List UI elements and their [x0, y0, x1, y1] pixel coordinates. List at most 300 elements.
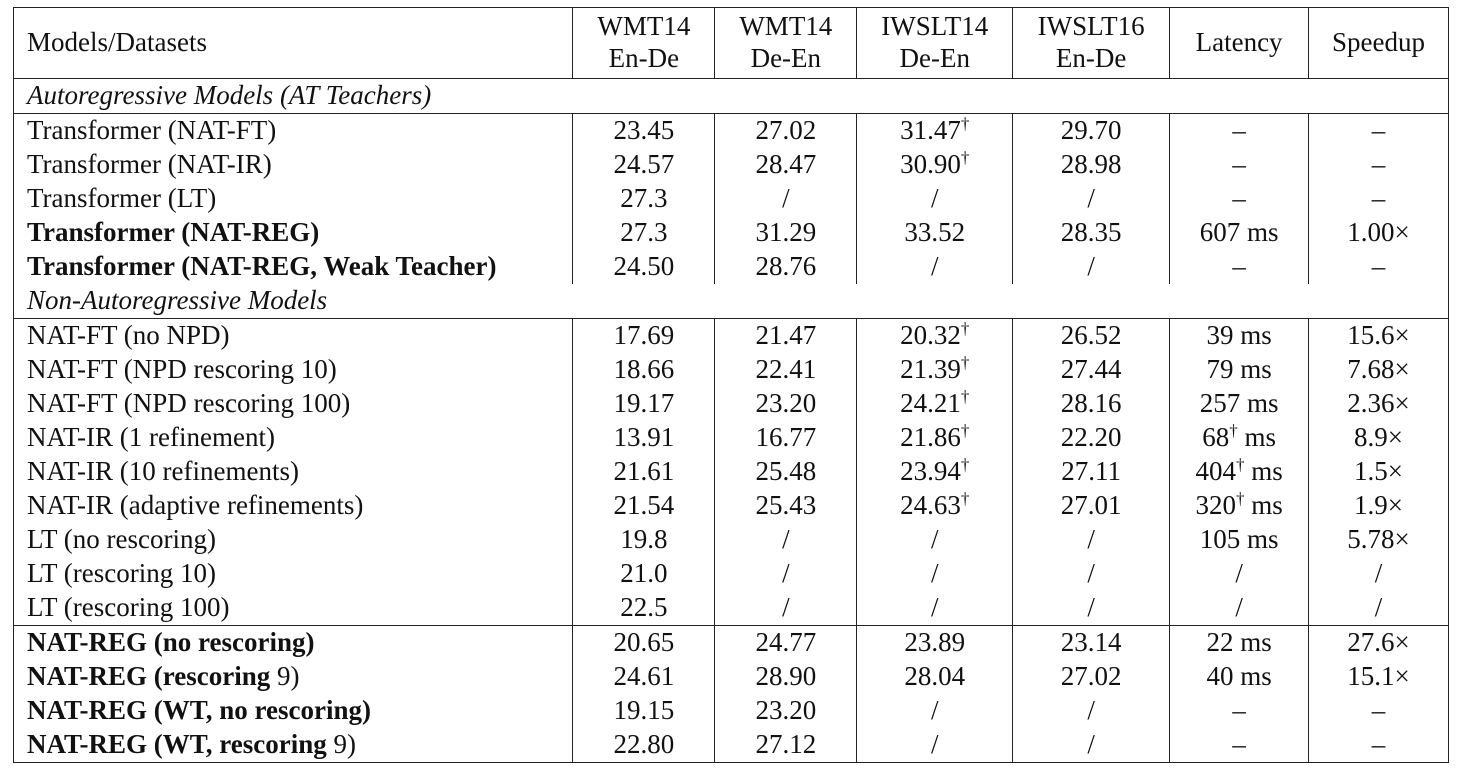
cell-value: 22.20 — [1060, 422, 1122, 453]
cell-value: – — [1232, 729, 1246, 760]
cell-value: / — [1087, 558, 1095, 589]
cell-value: 24.57 — [613, 149, 675, 180]
model-name-cell — [14, 489, 573, 523]
cell-speedup — [1309, 728, 1449, 763]
table-row — [14, 353, 1449, 387]
cell-value: 8.9× — [1354, 422, 1404, 453]
table-row — [14, 319, 1449, 354]
model-name: NAT-IR (1 refinement) — [27, 422, 275, 453]
cell-value: 79 ms — [1206, 354, 1272, 385]
cell-wmt14-en-de — [573, 489, 715, 523]
cell-latency — [1170, 728, 1309, 763]
cell-value: – — [1371, 183, 1386, 214]
cell-iwslt14-de-en — [857, 523, 1013, 557]
cell-value: 24.77 — [755, 627, 817, 658]
table-row — [14, 216, 1449, 250]
cell-speedup — [1309, 114, 1449, 149]
model-name: NAT-IR (10 refinements) — [27, 456, 299, 487]
cell-latency — [1170, 148, 1309, 182]
model-name-cell — [14, 114, 573, 149]
table-row — [14, 626, 1449, 661]
section-header-row — [14, 79, 1449, 114]
cell-speedup — [1309, 421, 1449, 455]
cell-speedup — [1309, 148, 1449, 182]
cell-wmt14-en-de — [573, 387, 715, 421]
cell-value: 21.0 — [620, 558, 668, 589]
section-title: Non-Autoregressive Models — [14, 284, 1449, 319]
model-name-tail: 9) — [326, 729, 356, 760]
cell-value: / — [1087, 251, 1095, 282]
cell-value: 39 ms — [1206, 320, 1272, 351]
cell-iwslt16-en-de — [1013, 591, 1170, 626]
cell-value: 27.12 — [755, 729, 817, 760]
cell-value: – — [1371, 695, 1386, 726]
cell-wmt14-en-de — [573, 557, 715, 591]
cell-value: / — [930, 695, 939, 726]
cell-value: 1.00× — [1347, 217, 1410, 248]
model-name-cell — [14, 728, 573, 763]
table-row — [14, 489, 1449, 523]
cell-value: 20.65 — [613, 627, 675, 658]
cell-speedup — [1309, 455, 1449, 489]
cell-value: 27.44 — [1060, 354, 1122, 385]
results-table — [13, 7, 1449, 763]
table-row — [14, 250, 1449, 284]
model-name-tail: 9) — [270, 661, 300, 692]
cell-latency — [1170, 319, 1309, 354]
cell-value: 23.89 — [904, 627, 966, 658]
cell-value: 1.9× — [1354, 490, 1404, 521]
cell-wmt14-de-en — [715, 353, 857, 387]
cell-value: 19.8 — [620, 524, 668, 555]
cell-iwslt14-de-en — [857, 114, 1013, 149]
cell-wmt14-de-en — [715, 114, 857, 149]
cell-iwslt16-en-de — [1013, 387, 1170, 421]
dagger-mark: † — [1235, 489, 1245, 509]
table-row — [14, 694, 1449, 728]
model-name-cell — [14, 557, 573, 591]
cell-value: 404 — [1195, 456, 1236, 487]
cell-iwslt14-de-en — [857, 387, 1013, 421]
cell-iwslt16-en-de — [1013, 557, 1170, 591]
cell-value: 105 ms — [1199, 524, 1279, 555]
cell-value: / — [1087, 183, 1095, 214]
cell-value: 21.86 — [900, 422, 961, 453]
cell-iwslt14-de-en — [857, 353, 1013, 387]
table-row — [14, 523, 1449, 557]
cell-latency — [1170, 489, 1309, 523]
cell-iwslt16-en-de — [1013, 319, 1170, 354]
cell-wmt14-de-en — [715, 728, 857, 763]
cell-wmt14-en-de — [573, 216, 715, 250]
model-name: LT (rescoring 100) — [27, 592, 230, 623]
cell-iwslt14-de-en — [857, 182, 1013, 216]
cell-latency — [1170, 114, 1309, 149]
cell-speedup — [1309, 182, 1449, 216]
cell-value: 19.15 — [613, 695, 675, 726]
model-name-cell — [14, 216, 573, 250]
cell-value: / — [930, 524, 939, 555]
model-name-cell — [14, 353, 573, 387]
cell-value: / — [1235, 558, 1243, 589]
cell-iwslt14-de-en — [857, 557, 1013, 591]
model-name: NAT-REG (WT, rescoring — [27, 729, 327, 760]
cell-value: / — [782, 558, 790, 589]
model-name-cell — [14, 319, 573, 354]
table-body — [14, 79, 1449, 763]
cell-value: 607 ms — [1199, 217, 1279, 248]
cell-speedup — [1309, 319, 1449, 354]
cell-value: 68 — [1202, 422, 1230, 453]
cell-iwslt14-de-en — [857, 694, 1013, 728]
cell-value: 7.68× — [1347, 354, 1410, 385]
cell-iwslt14-de-en — [857, 626, 1013, 661]
cell-value: 25.43 — [755, 490, 817, 521]
cell-value: 22 ms — [1206, 627, 1272, 658]
cell-iwslt16-en-de — [1013, 182, 1170, 216]
cell-wmt14-en-de — [573, 319, 715, 354]
table-header — [14, 8, 1449, 79]
table-row — [14, 182, 1449, 216]
cell-latency — [1170, 387, 1309, 421]
cell-speedup — [1309, 216, 1449, 250]
cell-value: – — [1232, 251, 1246, 282]
cell-iwslt14-de-en — [857, 591, 1013, 626]
cell-wmt14-en-de — [573, 148, 715, 182]
cell-latency — [1170, 557, 1309, 591]
cell-value: / — [930, 558, 939, 589]
cell-value: 27.02 — [755, 115, 817, 146]
cell-wmt14-en-de — [573, 626, 715, 661]
cell-value: / — [1235, 592, 1243, 623]
cell-iwslt16-en-de — [1013, 114, 1170, 149]
cell-value: 27.11 — [1061, 456, 1122, 487]
cell-wmt14-de-en — [715, 455, 857, 489]
cell-value: 31.29 — [755, 217, 817, 248]
cell-value: 23.45 — [613, 115, 675, 146]
cell-iwslt16-en-de — [1013, 626, 1170, 661]
header-iwslt16-en-de: IWSLT16 En-De — [1013, 8, 1170, 79]
cell-latency — [1170, 455, 1309, 489]
cell-wmt14-en-de — [573, 660, 715, 694]
model-name: NAT-IR (adaptive refinements) — [27, 490, 364, 521]
cell-iwslt16-en-de — [1013, 523, 1170, 557]
cell-latency — [1170, 694, 1309, 728]
table-row — [14, 421, 1449, 455]
cell-value: 28.76 — [755, 251, 817, 282]
cell-value: 28.90 — [755, 661, 817, 692]
model-name: Transformer (LT) — [27, 183, 217, 214]
cell-value: – — [1371, 149, 1386, 180]
cell-speedup — [1309, 626, 1449, 661]
cell-value: 23.20 — [755, 388, 817, 419]
cell-value: 20.32 — [900, 320, 961, 351]
model-name-cell — [14, 250, 573, 284]
cell-speedup — [1309, 387, 1449, 421]
latency-unit: ms — [1244, 456, 1283, 487]
dagger-mark: † — [960, 489, 970, 509]
cell-value: 320 — [1195, 490, 1236, 521]
cell-wmt14-de-en — [715, 182, 857, 216]
model-name-cell — [14, 182, 573, 216]
cell-wmt14-de-en — [715, 626, 857, 661]
dagger-mark: † — [960, 148, 970, 168]
cell-value: / — [1087, 592, 1095, 623]
cell-iwslt16-en-de — [1013, 250, 1170, 284]
cell-speedup — [1309, 591, 1449, 626]
model-name-cell — [14, 455, 573, 489]
cell-value: 24.63 — [900, 490, 961, 521]
cell-wmt14-de-en — [715, 387, 857, 421]
cell-wmt14-en-de — [573, 353, 715, 387]
cell-value: 28.04 — [904, 661, 966, 692]
cell-iwslt14-de-en — [857, 728, 1013, 763]
cell-value: – — [1232, 149, 1246, 180]
cell-wmt14-de-en — [715, 319, 857, 354]
cell-value: 25.48 — [755, 456, 817, 487]
cell-value: 33.52 — [904, 217, 966, 248]
cell-value: / — [782, 524, 790, 555]
cell-value: – — [1232, 695, 1246, 726]
section-title: Autoregressive Models (AT Teachers) — [14, 79, 1449, 114]
dagger-mark: † — [960, 455, 970, 475]
cell-wmt14-en-de — [573, 182, 715, 216]
cell-iwslt16-en-de — [1013, 455, 1170, 489]
cell-value: 23.20 — [755, 695, 817, 726]
cell-value: 24.61 — [613, 661, 675, 692]
cell-latency — [1170, 626, 1309, 661]
header-models-datasets: Models/Datasets — [14, 8, 573, 79]
model-name: NAT-FT (no NPD) — [27, 320, 230, 351]
header-iwslt14-de-en: IWSLT14 De-En — [857, 8, 1013, 79]
cell-value: 31.47 — [900, 115, 961, 146]
cell-iwslt16-en-de — [1013, 148, 1170, 182]
cell-wmt14-en-de — [573, 728, 715, 763]
cell-value: 17.69 — [613, 320, 675, 351]
cell-value: / — [930, 251, 939, 282]
cell-value: 27.3 — [620, 217, 668, 248]
table-row — [14, 387, 1449, 421]
cell-wmt14-de-en — [715, 421, 857, 455]
table-row — [14, 660, 1449, 694]
cell-value: / — [1374, 558, 1383, 589]
cell-speedup — [1309, 660, 1449, 694]
cell-value: 19.17 — [613, 388, 675, 419]
table-row — [14, 114, 1449, 149]
cell-wmt14-en-de — [573, 114, 715, 149]
cell-value: / — [1087, 729, 1095, 760]
cell-value: 22.80 — [613, 729, 675, 760]
cell-value: 257 ms — [1199, 388, 1279, 419]
cell-value: 21.54 — [613, 490, 675, 521]
cell-value: 28.16 — [1060, 388, 1122, 419]
cell-wmt14-en-de — [573, 694, 715, 728]
cell-value: 28.47 — [755, 149, 817, 180]
model-name-cell — [14, 591, 573, 626]
cell-iwslt14-de-en — [857, 660, 1013, 694]
model-name-cell — [14, 626, 573, 661]
cell-wmt14-en-de — [573, 591, 715, 626]
header-latency: Latency — [1170, 8, 1309, 79]
cell-value: 15.6× — [1347, 320, 1410, 351]
cell-value: / — [1087, 524, 1095, 555]
cell-value: / — [1374, 592, 1383, 623]
cell-wmt14-de-en — [715, 489, 857, 523]
model-name-cell — [14, 421, 573, 455]
cell-value: / — [930, 183, 939, 214]
model-name-cell — [14, 387, 573, 421]
cell-wmt14-de-en — [715, 250, 857, 284]
cell-value: 21.61 — [613, 456, 675, 487]
cell-wmt14-en-de — [573, 455, 715, 489]
cell-value: – — [1371, 729, 1386, 760]
cell-iwslt14-de-en — [857, 421, 1013, 455]
model-name-cell — [14, 660, 573, 694]
table-row — [14, 148, 1449, 182]
cell-value: 27.01 — [1060, 490, 1122, 521]
model-name-cell — [14, 694, 573, 728]
cell-value: 27.3 — [620, 183, 668, 214]
dagger-mark: † — [1235, 455, 1245, 475]
dagger-mark: † — [960, 319, 970, 339]
cell-value: 2.36× — [1347, 388, 1410, 419]
cell-iwslt16-en-de — [1013, 353, 1170, 387]
cell-iwslt16-en-de — [1013, 421, 1170, 455]
model-name: LT (rescoring 10) — [27, 558, 216, 589]
cell-speedup — [1309, 353, 1449, 387]
model-name: Transformer (NAT-IR) — [27, 149, 272, 180]
cell-value: 23.94 — [900, 456, 961, 487]
model-name: NAT-REG (rescoring — [27, 661, 271, 692]
header-wmt14-en-de: WMT14 En-De — [573, 8, 715, 79]
cell-value: / — [1087, 695, 1095, 726]
cell-wmt14-de-en — [715, 523, 857, 557]
cell-value: 30.90 — [900, 149, 961, 180]
cell-latency — [1170, 353, 1309, 387]
cell-iwslt14-de-en — [857, 319, 1013, 354]
cell-wmt14-de-en — [715, 660, 857, 694]
cell-value: 13.91 — [613, 422, 675, 453]
cell-iwslt16-en-de — [1013, 660, 1170, 694]
cell-value: – — [1371, 115, 1386, 146]
cell-value: 27.02 — [1060, 661, 1122, 692]
cell-wmt14-de-en — [715, 148, 857, 182]
latency-unit: ms — [1237, 422, 1276, 453]
cell-value: 18.66 — [613, 354, 675, 385]
cell-value: 5.78× — [1347, 524, 1410, 555]
cell-wmt14-de-en — [715, 216, 857, 250]
model-name: Transformer (NAT-REG, Weak Teacher) — [27, 251, 497, 282]
cell-iwslt14-de-en — [857, 216, 1013, 250]
cell-value: / — [930, 592, 939, 623]
cell-value: – — [1232, 183, 1246, 214]
dagger-mark: † — [960, 421, 970, 441]
cell-speedup — [1309, 694, 1449, 728]
table-row — [14, 557, 1449, 591]
cell-value: 21.47 — [755, 320, 817, 351]
cell-iwslt16-en-de — [1013, 694, 1170, 728]
cell-value: – — [1232, 115, 1246, 146]
cell-wmt14-de-en — [715, 557, 857, 591]
cell-latency — [1170, 250, 1309, 284]
cell-wmt14-en-de — [573, 421, 715, 455]
table-row — [14, 728, 1449, 763]
cell-iwslt14-de-en — [857, 148, 1013, 182]
latency-unit: ms — [1244, 490, 1283, 521]
model-name: NAT-FT (NPD rescoring 10) — [27, 354, 337, 385]
cell-value: 16.77 — [755, 422, 817, 453]
cell-latency — [1170, 591, 1309, 626]
cell-latency — [1170, 660, 1309, 694]
cell-speedup — [1309, 557, 1449, 591]
model-name-cell — [14, 523, 573, 557]
model-name: NAT-REG (no rescoring) — [27, 627, 315, 658]
cell-value: 29.70 — [1060, 115, 1122, 146]
model-name: Transformer (NAT-FT) — [27, 115, 277, 146]
cell-value: 22.5 — [620, 592, 668, 623]
dagger-mark: † — [960, 114, 970, 134]
cell-iwslt14-de-en — [857, 455, 1013, 489]
dagger-mark: † — [960, 387, 970, 407]
cell-latency — [1170, 523, 1309, 557]
cell-value: 26.52 — [1060, 320, 1122, 351]
cell-speedup — [1309, 523, 1449, 557]
cell-value: 23.14 — [1060, 627, 1122, 658]
cell-value: 22.41 — [755, 354, 817, 385]
cell-value: / — [782, 592, 790, 623]
dagger-mark: † — [1229, 421, 1238, 441]
cell-iwslt16-en-de — [1013, 489, 1170, 523]
cell-value: / — [782, 183, 790, 214]
table-row — [14, 591, 1449, 626]
cell-value: – — [1371, 251, 1386, 282]
header-wmt14-de-en: WMT14 De-En — [715, 8, 857, 79]
cell-latency — [1170, 421, 1309, 455]
cell-iwslt14-de-en — [857, 250, 1013, 284]
cell-value: 28.98 — [1060, 149, 1122, 180]
cell-iwslt16-en-de — [1013, 216, 1170, 250]
dagger-mark: † — [960, 353, 970, 373]
cell-value: 27.6× — [1347, 627, 1410, 658]
cell-wmt14-en-de — [573, 250, 715, 284]
cell-value: / — [930, 729, 939, 760]
section-header-row — [14, 284, 1449, 319]
model-name: Transformer (NAT-REG) — [27, 217, 320, 248]
table-row — [14, 455, 1449, 489]
cell-latency — [1170, 182, 1309, 216]
cell-wmt14-de-en — [715, 694, 857, 728]
cell-iwslt16-en-de — [1013, 728, 1170, 763]
cell-latency — [1170, 216, 1309, 250]
cell-value: 28.35 — [1060, 217, 1122, 248]
cell-value: 15.1× — [1347, 661, 1410, 692]
model-name: LT (no rescoring) — [27, 524, 216, 555]
cell-value: 24.50 — [613, 251, 675, 282]
header-speedup: Speedup — [1309, 8, 1449, 79]
cell-value: 21.39 — [900, 354, 961, 385]
model-name: NAT-REG (WT, no rescoring) — [27, 695, 371, 726]
model-name-cell — [14, 148, 573, 182]
model-name: NAT-FT (NPD rescoring 100) — [27, 388, 351, 419]
cell-wmt14-de-en — [715, 591, 857, 626]
cell-speedup — [1309, 489, 1449, 523]
cell-speedup — [1309, 250, 1449, 284]
cell-value: 40 ms — [1206, 661, 1272, 692]
cell-wmt14-en-de — [573, 523, 715, 557]
cell-value: 1.5× — [1354, 456, 1404, 487]
cell-value: 24.21 — [900, 388, 961, 419]
cell-iwslt14-de-en — [857, 489, 1013, 523]
